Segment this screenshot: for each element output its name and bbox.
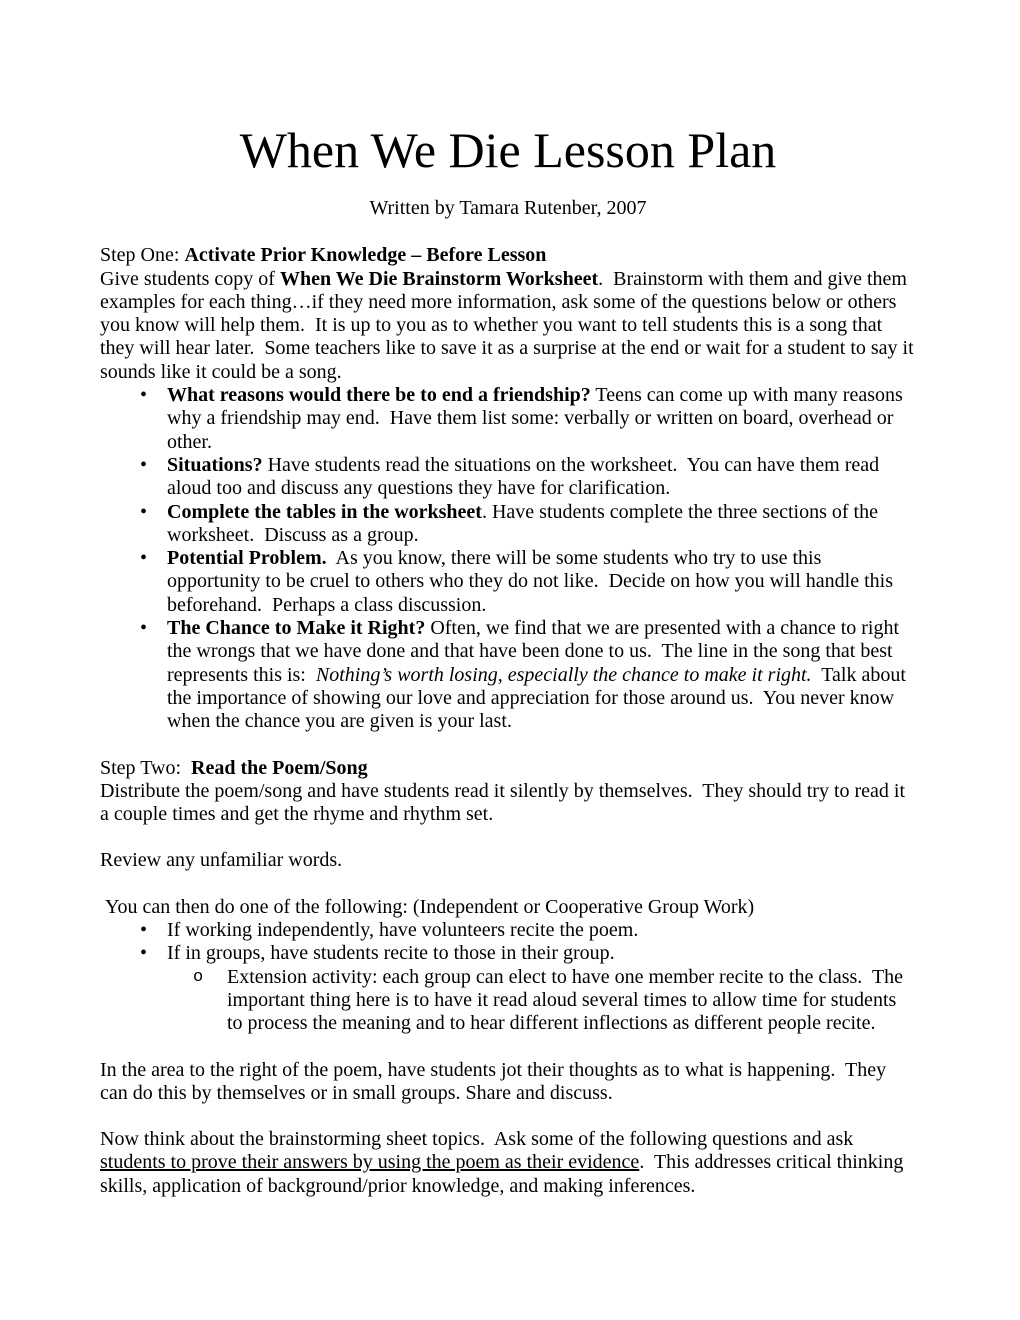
bullet-lead: What reasons would there be to end a friendship? bbox=[167, 384, 591, 407]
bullet-icon: • bbox=[140, 384, 148, 407]
step-one-bullet-list bbox=[100, 384, 916, 733]
bullet-item-chance-to-make-it-right bbox=[100, 617, 916, 733]
bullet-item-independent bbox=[100, 919, 916, 942]
bullet-body: Have students read the situations on the worksheet. You can have them read aloud too and discuss any questions they have for clarification. bbox=[167, 453, 885, 500]
bullet-item-situations bbox=[100, 454, 916, 501]
bullet-text: If in groups, have students recite to those in their group. bbox=[167, 942, 615, 965]
bullet-item-groups bbox=[100, 942, 916, 965]
step-one-body-rest: . Brainstorm with them and give them examples for each thing…if they need more information, ask some of the questions below or others you know will help them. It is up to you as to whether you want to tell students this is a song that they will hear later. Some teachers like to save it as a surprise at the end or wait for a student to say it sounds like it could be a song. bbox=[100, 267, 919, 383]
final-before: Now think about the brainstorming sheet topics. Ask some of the following questions and ask bbox=[100, 1128, 859, 1151]
step-two-body: Distribute the poem/song and have students read it silently by themselves. They should try to read it a couple times and get the rhyme and rhythm set. bbox=[100, 779, 911, 826]
bullet-icon: • bbox=[140, 942, 148, 965]
bullet-body-after: Talk about the importance of showing our love and appreciation for those around us. You never know when the chance you are given is your last. bbox=[167, 663, 911, 733]
bullet-lead: Potential Problem. bbox=[167, 547, 327, 570]
final-paragraph bbox=[100, 1128, 916, 1198]
bullet-body: As you know, there will be some students who try to use this opportunity to be cruel to others who they do not like. Decide on how you will handle this beforehand. Perhaps a class discussion. bbox=[167, 547, 898, 616]
step-one-paragraph bbox=[100, 244, 919, 384]
bullet-text bbox=[167, 501, 916, 548]
step-one-label: Step One: bbox=[100, 244, 185, 267]
bullet-icon: • bbox=[140, 617, 148, 640]
step-two-label: Step Two: bbox=[100, 756, 192, 779]
bullet-lead: Complete the tables in the worksheet bbox=[167, 500, 482, 523]
bullet-text bbox=[167, 617, 916, 733]
bullet-text bbox=[167, 547, 916, 617]
jot-thoughts-paragraph: In the area to the right of the poem, have students jot their thoughts as to what is happening. They can do this by themselves or in small groups. Share and discuss. bbox=[100, 1058, 892, 1104]
underlined-evidence-text: students to prove their answers by using the poem as their evidence bbox=[100, 1151, 640, 1174]
step-one-heading: Activate Prior Knowledge – Before Lesson bbox=[184, 244, 547, 267]
bullet-item-complete-tables bbox=[100, 501, 916, 548]
bullet-text bbox=[167, 384, 916, 454]
bullet-text bbox=[167, 454, 916, 501]
byline: Written by Tamara Rutenber, 2007 bbox=[369, 197, 647, 219]
bullet-icon: • bbox=[140, 547, 148, 570]
document-title: When We Die Lesson Plan bbox=[239, 122, 777, 178]
worksheet-title-bold: When We Die Brainstorm Worksheet bbox=[279, 267, 599, 290]
bullet-lead: The Chance to Make it Right? bbox=[167, 617, 426, 640]
sub-bullet-icon: o bbox=[193, 967, 204, 987]
step-two-paragraph bbox=[100, 757, 916, 827]
bullet-body: Often, we find that we are presented with a chance to right the wrongs that we have done and that have been done to us. The line in the song that best represents this is: bbox=[167, 617, 905, 686]
bullet-item-friendship bbox=[100, 384, 916, 454]
options-paragraph: You can then do one of the following: (Independent or Cooperative Group Work) bbox=[100, 895, 755, 918]
bullet-item-potential-problem bbox=[100, 547, 916, 617]
review-words-paragraph: Review any unfamiliar words. bbox=[100, 849, 343, 872]
step-one-body-start: Give students copy of bbox=[100, 267, 280, 290]
bullet-icon: • bbox=[140, 500, 148, 523]
step-two-heading: Read the Poem/Song bbox=[191, 756, 368, 779]
bullet-text: Extension activity: each group can elect to have one member recite to the class. The important thing here is to have it read aloud several times to allow time for students to process the meaning and to hear different inflections as different people recite. bbox=[227, 965, 909, 1035]
bullet-icon: • bbox=[140, 453, 148, 476]
bullet-lead: Situations? bbox=[167, 453, 263, 476]
bullet-text: If working independently, have volunteers recite the poem. bbox=[167, 919, 639, 942]
final-after: . This addresses critical thinking skills, application of background/prior knowledge, and making inferences. bbox=[100, 1151, 909, 1197]
song-line-quote: Nothing’s worth losing, especially the chance to make it right. bbox=[315, 663, 812, 686]
step-two-bullet-list bbox=[100, 919, 916, 1035]
bullet-body: . Have students complete the three sections of the worksheet. Discuss as a group. bbox=[167, 500, 883, 546]
bullet-body: Teens can come up with many reasons why a friendship may end. Have them list some: verbally or written on board, overhead or other. bbox=[167, 384, 908, 453]
sub-bullet-item-extension bbox=[100, 966, 916, 1036]
bullet-icon: • bbox=[140, 919, 148, 942]
